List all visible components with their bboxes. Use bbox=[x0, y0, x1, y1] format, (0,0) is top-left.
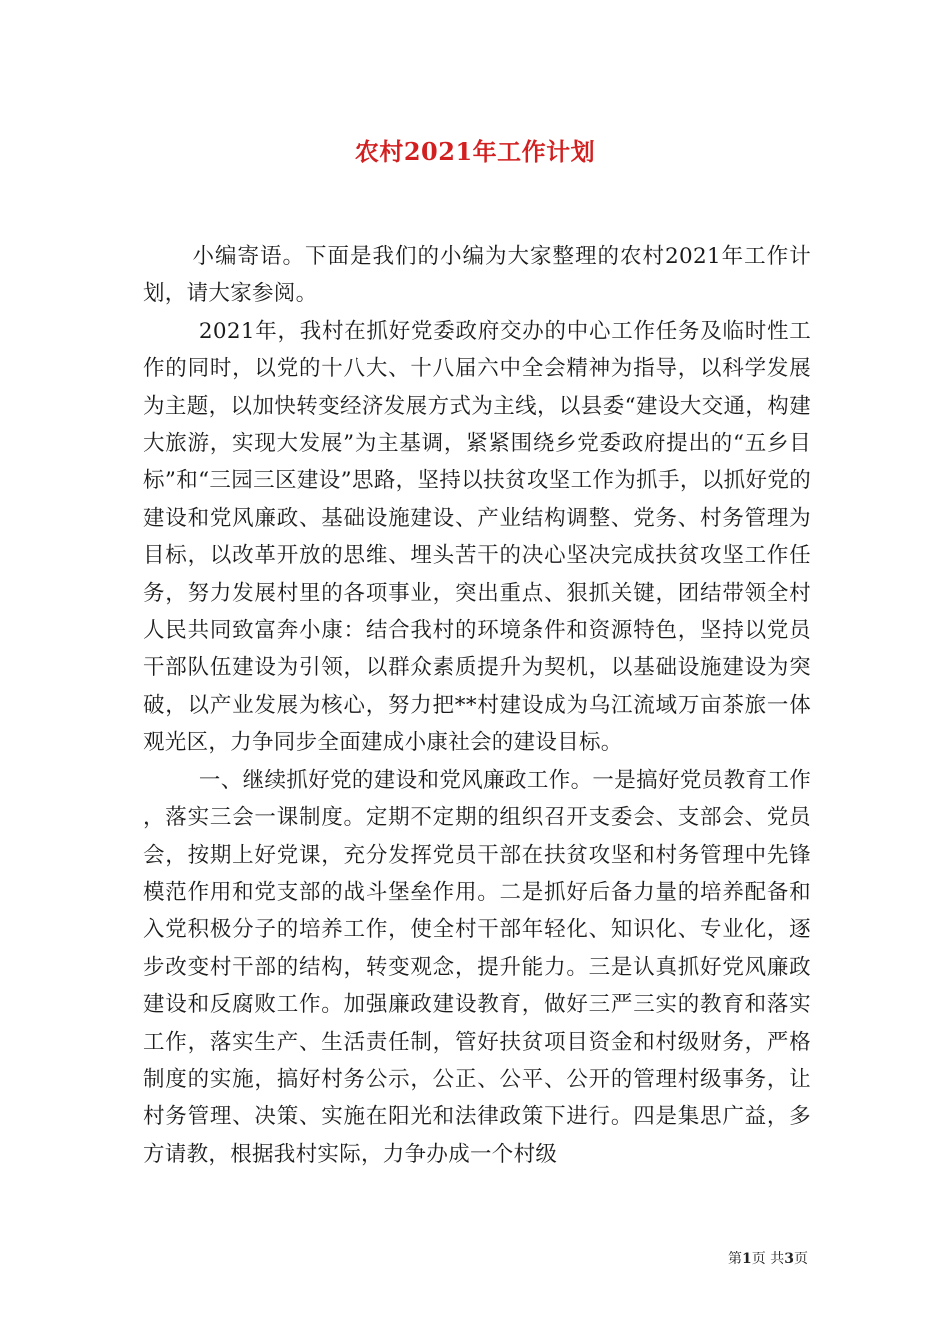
footer-suffix: 页 bbox=[794, 1251, 808, 1267]
intro-paragraph: 小编寄语。下面是我们的小编为大家整理的农村2021年工作计划，请大家参阅。 bbox=[143, 244, 811, 307]
document-body bbox=[143, 238, 811, 1173]
page-number-footer bbox=[0, 1248, 808, 1268]
footer-total-pages: 3 bbox=[784, 1251, 794, 1267]
footer-middle: 页 共 bbox=[751, 1251, 785, 1267]
footer-current-page: 1 bbox=[742, 1251, 752, 1267]
document-title: 农村2021年工作计划 bbox=[354, 137, 596, 166]
party-building-paragraph: 一、继续抓好党的建设和党风廉政工作。一是搞好党员教育工作，落实三会一课制度。定期不定期的组织召开支委会、支部会、党员会，按期上好党课，充分发挥党员干部在扶贫攻坚和村务管理中先锋模范作用和党支部的战斗堡垒作用。二是抓好后备力量的培养配备和入党积极分子的培养工作，使全村干部年轻化、知识化、专业化，逐步改变村干部的结构，转变观念，提升能力。三是认真抓好党风廉政建设和反腐败工作。加强廉政建设教育，做好三严三实的教育和落实工作，落实生产、生活责任制，管好扶贫项目资金和村级财务，严格制度的实施，搞好村务公示，公正、公平、公开的管理村级事务，让村务管理、决策、实施在阳光和法律政策下进行。四是集思广益，多方请教，根据我村实际，力争办成一个村级 bbox=[143, 767, 811, 1167]
overview-paragraph: 2021年，我村在抓好党委政府交办的中心工作任务及临时性工作的同时，以党的十八大、十八届六中全会精神为指导，以科学发展为主题，以加快转变经济发展方式为主线，以县委“建设大交通，构建大旅游，实现大发展”为主基调，紧紧围绕乡党委政府提出的“五乡目标”和“三园三区建设”思路，坚持以扶贫攻坚工作为抓手，以抓好党的建设和党风廉政、基础设施建设、产业结构调整、党务、村务管理为目标，以改革开放的思维、埋头苦干的决心坚决完成扶贫攻坚工作任务，努力发展村里的各项事业，突出重点、狠抓关键，团结带领全村人民共同致富奔小康：结合我村的环境条件和资源特色，坚持以党员干部队伍建设为引领，以群众素质提升为契机，以基础设施建设为突破，以产业发展为核心，努力把**村建设成为乌江流域万亩茶旅一体观光区，力争同步全面建成小康社会的建设目标。 bbox=[143, 318, 811, 756]
footer-prefix: 第 bbox=[728, 1251, 743, 1267]
